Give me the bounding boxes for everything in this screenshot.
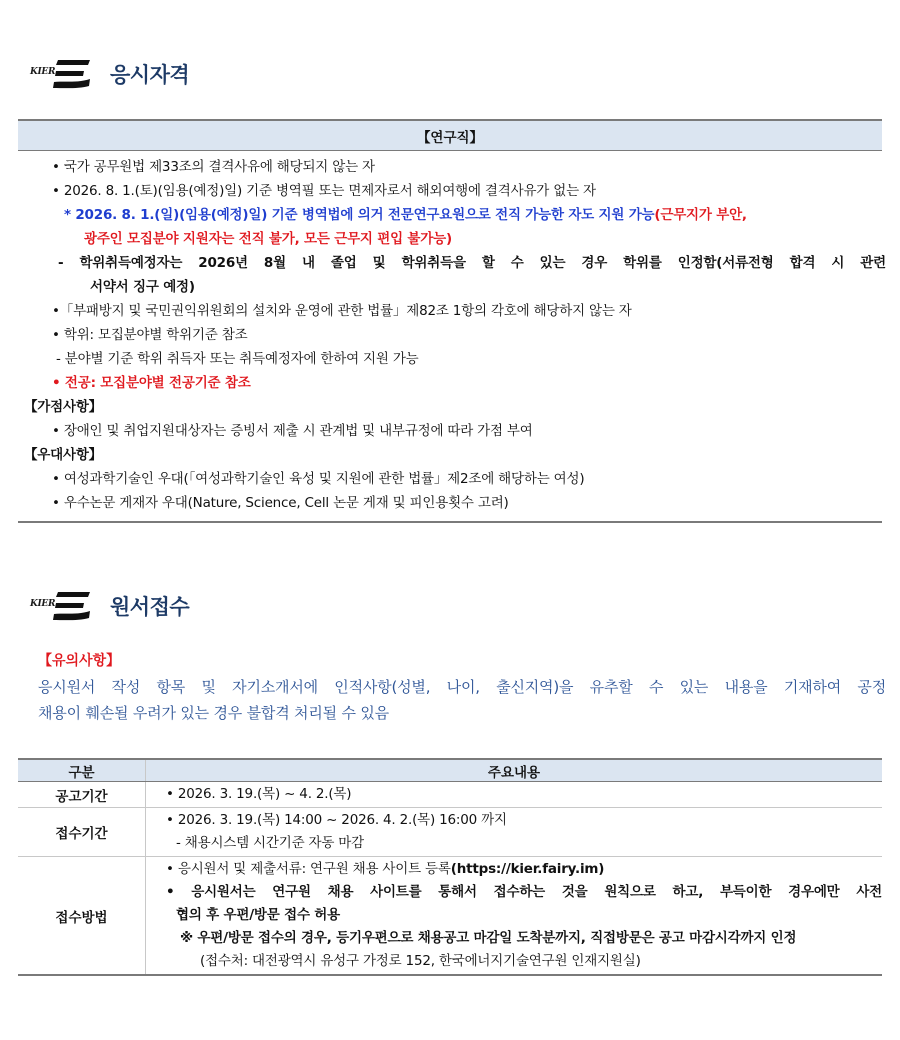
kier-e-logo-icon bbox=[52, 57, 92, 91]
list-item: • 학위: 모집분야별 학위기준 참조 bbox=[52, 327, 248, 343]
degree-note-line1: - 학위취득예정자는 2026년 8월 내 졸업 및 학위취득을 할 수 있는 경우 학위를 인정함(서류전형 합격 시 관련 bbox=[58, 255, 886, 271]
logo-text: KIER bbox=[30, 67, 56, 77]
kier-e-logo-icon bbox=[52, 589, 92, 623]
row-line bbox=[146, 881, 882, 904]
row-content bbox=[146, 808, 882, 856]
logo-text: KIER bbox=[30, 599, 56, 609]
row-line bbox=[146, 858, 882, 881]
section-heading-qualifications bbox=[30, 56, 189, 92]
degree-note-line2: 서약서 징구 예정) bbox=[90, 279, 195, 295]
list-item: • 2026. 8. 1.(토)(임용(예정)일) 기준 병역필 또는 면제자로서 해외여행에 결격사유가 없는 자 bbox=[52, 183, 596, 199]
notice-text bbox=[38, 674, 886, 726]
application-table bbox=[18, 758, 882, 976]
list-item-major: • 전공: 모집분야별 전공기준 참조 bbox=[52, 375, 251, 391]
row-line: • 2026. 3. 19.(목) 14:00 ~ 2026. 4. 2.(목) 16:00 까지 bbox=[166, 812, 507, 828]
table-row bbox=[18, 808, 882, 857]
bonus-heading: 【가점사항】 bbox=[24, 399, 102, 415]
row-line: • 2026. 3. 19.(목) ~ 4. 2.(목) bbox=[166, 786, 352, 802]
recruit-site-url: (https://kier.fairy.im) bbox=[450, 861, 605, 877]
list-item: • 여성과학기술인 우대(「여성과학기술인 육성 및 지원에 관한 법률」제2조에 해당하는 여성) bbox=[52, 471, 585, 487]
list-item: • 국가 공무원법 제33조의 결격사유에 해당되지 않는 자 bbox=[52, 159, 375, 175]
section-title: 원서접수 bbox=[110, 595, 190, 619]
kier-logo bbox=[30, 57, 92, 91]
row-label: 공고기간 bbox=[18, 782, 146, 807]
list-item: •「부패방지 및 국민권익위원회의 설치와 운영에 관한 법률」제82조 1항의 각호에 해당하지 않는 자 bbox=[52, 303, 632, 319]
table-row bbox=[18, 857, 882, 974]
box-body bbox=[18, 151, 886, 521]
military-note-red-cont: 광주인 모집분야 지원자는 전직 불가, 모든 근무지 편입 불가능) bbox=[84, 231, 452, 247]
row-content bbox=[146, 857, 882, 974]
military-note bbox=[18, 203, 882, 227]
notice-line: 응시원서 작성 항목 및 자기소개서에 인적사항(성별, 나이, 출신지역)을 유추할 수 있는 내용을 기재하여 공정 bbox=[38, 678, 886, 696]
section-title: 응시자격 bbox=[110, 63, 190, 87]
notice-line: 채용이 훼손될 우려가 있는 경우 불합격 처리될 수 있음 bbox=[38, 704, 389, 722]
column-header: 구분 bbox=[18, 760, 146, 781]
row-line: 협의 후 우편/방문 접수 허용 bbox=[176, 907, 340, 923]
row-line-text: • 응시원서 및 제출서류: 연구원 채용 사이트 등록 bbox=[166, 861, 451, 877]
notice-title: 【유의사항】 bbox=[38, 653, 121, 669]
list-item: • 우수논문 게재자 우대(Nature, Science, Cell 논문 게재 및 피인용횟수 고려) bbox=[52, 495, 509, 511]
row-label: 접수기간 bbox=[18, 808, 146, 856]
row-line: (접수처: 대전광역시 유성구 가정로 152, 한국에너지기술연구원 인재지원실) bbox=[200, 953, 641, 969]
row-line-text: • 응시원서는 연구원 채용 사이트를 통해서 접수하는 것을 원칙으로 하고, 부득이한 경우에만 사전 bbox=[166, 884, 882, 900]
table-row bbox=[18, 782, 882, 808]
column-header: 주요내용 bbox=[487, 764, 541, 781]
military-note-blue: * 2026. 8. 1.(일)(임용(예정)일) 기준 병역법에 의거 전문연구요원으로 전직 가능한 자도 지원 가능 bbox=[64, 207, 655, 223]
table-header-row bbox=[18, 760, 882, 782]
kier-logo bbox=[30, 589, 92, 623]
preference-heading: 【우대사항】 bbox=[24, 447, 102, 463]
list-item: • 장애인 및 취업지원대상자는 증빙서 제출 시 관계법 및 내부규정에 따라 가점 부여 bbox=[52, 423, 533, 439]
box-header: 【연구직】 bbox=[18, 121, 882, 151]
degree-note bbox=[18, 251, 886, 275]
row-line: - 채용시스템 시간기준 자동 마감 bbox=[176, 835, 364, 851]
qualifications-box bbox=[18, 119, 886, 523]
list-subitem: - 분야별 기준 학위 취득자 또는 취득예정자에 한하여 지원 가능 bbox=[56, 351, 419, 367]
row-content bbox=[146, 782, 882, 807]
row-line: ※ 우편/방문 접수의 경우, 등기우편으로 채용공고 마감일 도착분까지, 직접방문은 공고 마감시각까지 인정 bbox=[180, 930, 797, 946]
section-heading-application bbox=[30, 588, 189, 624]
row-label: 접수방법 bbox=[18, 857, 146, 974]
military-note-red: (근무지가 부안, bbox=[654, 207, 747, 223]
